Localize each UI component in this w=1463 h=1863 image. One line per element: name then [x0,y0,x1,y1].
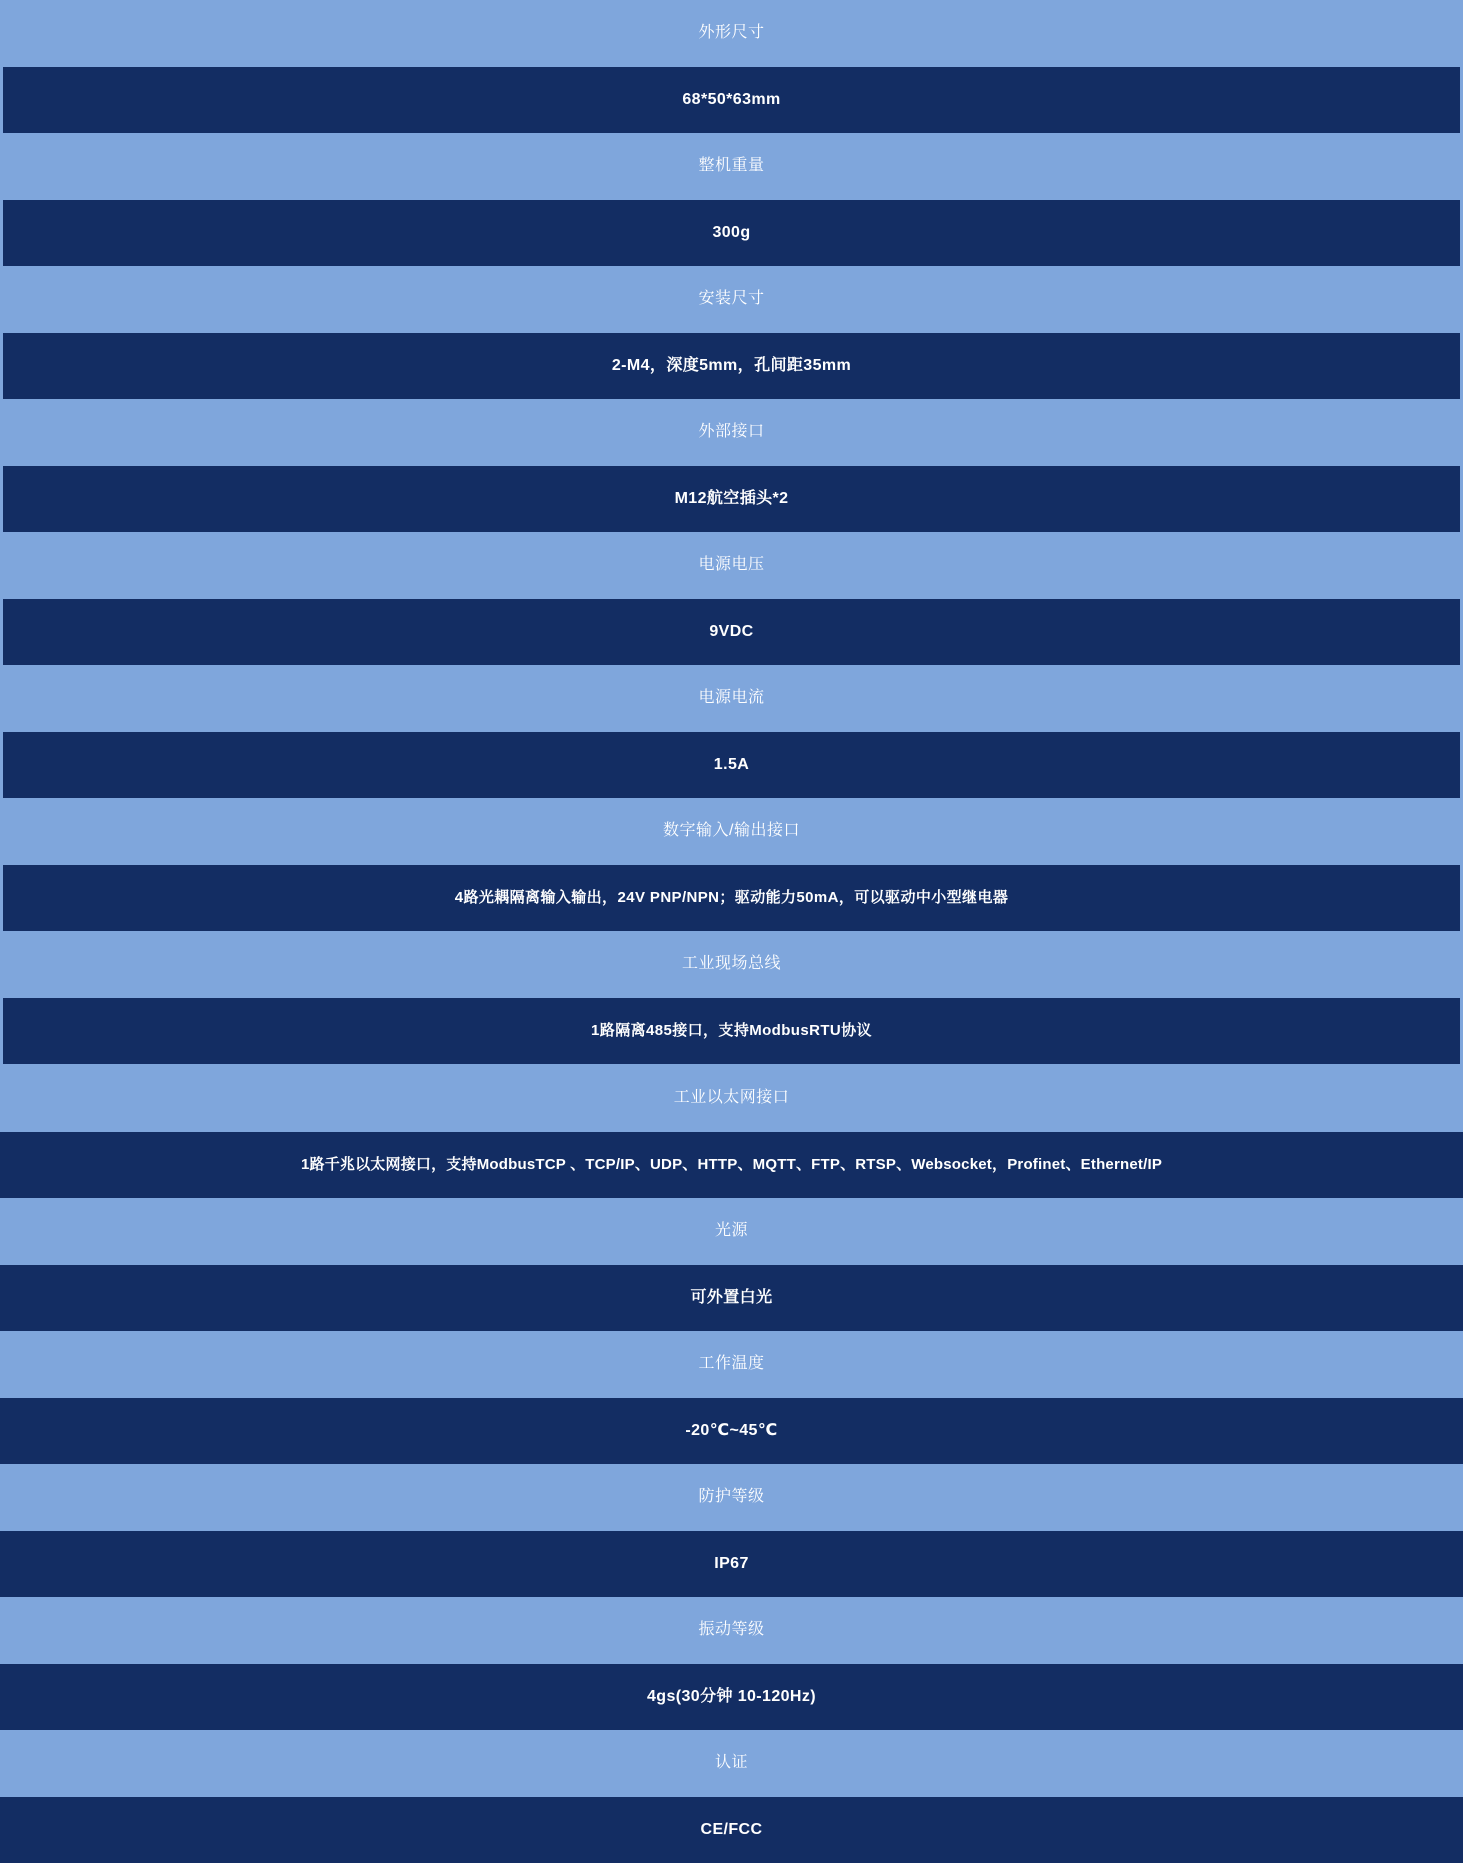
spec-label-row [0,266,1463,333]
spec-label: 电源电流 [698,689,765,707]
spec-label-row [0,0,1463,67]
spec-value: -20℃~45℃ [685,1421,778,1439]
spec-label-row [0,1198,1463,1265]
spec-value-row [0,865,1463,931]
spec-label-row [0,532,1463,599]
spec-value-row [0,333,1463,399]
spec-label-row [0,665,1463,732]
spec-label: 电源电压 [698,556,765,574]
spec-value-row [0,1797,1463,1863]
spec-pair [0,1597,1463,1730]
spec-pair [0,665,1463,798]
spec-label: 整机重量 [698,157,765,175]
spec-value: 9VDC [709,622,754,640]
spec-pair [0,1730,1463,1863]
spec-value-inner [0,755,1463,776]
spec-label: 外形尺寸 [698,24,765,42]
spec-label: 工业现场总线 [681,955,781,973]
spec-value-inner [0,356,1463,377]
spec-label-row [0,133,1463,200]
spec-label: 外部接口 [698,423,765,441]
spec-value: 4gs(30分钟 10-120Hz) [646,1687,817,1705]
spec-value-row [0,998,1463,1064]
spec-value: 1路千兆以太网接口，支持ModbusTCP 、TCP/IP、UDP、HTTP、MQTT、FTP、RTSP、Websocket，Profinet、Ethernet/IP [300,1156,1163,1174]
spec-label: 认证 [714,1754,748,1772]
spec-label-row [0,1064,1463,1132]
spec-value-row [0,732,1463,798]
spec-pair [0,532,1463,665]
spec-pair [0,1331,1463,1464]
spec-label-row [0,1464,1463,1531]
spec-value-inner [0,1288,1463,1309]
spec-value-row [0,67,1463,133]
spec-value: 1.5A [713,755,750,773]
spec-value-row [0,200,1463,266]
spec-value-row [0,1265,1463,1331]
spec-value-inner [0,1687,1463,1708]
spec-value-row [0,1132,1463,1198]
spec-label-row [0,798,1463,865]
spec-label-row [0,1597,1463,1664]
spec-value-inner [0,1820,1463,1841]
spec-value-row [0,466,1463,532]
spec-pair [0,931,1463,1064]
spec-value-row [0,1664,1463,1730]
spec-value: 300g [712,223,751,241]
spec-value-inner [0,223,1463,244]
spec-label-row [0,1730,1463,1797]
spec-value: M12航空插头*2 [674,489,789,507]
spec-value: CE/FCC [700,1820,763,1838]
spec-value: 1路隔离485接口，支持ModbusRTU协议 [591,1022,872,1040]
spec-pair [0,1064,1463,1198]
spec-label-row [0,399,1463,466]
spec-label: 数字输入/输出接口 [663,822,800,840]
spec-label: 安装尺寸 [698,290,765,308]
spec-value-inner [0,489,1463,510]
spec-value: 68*50*63mm [682,90,781,108]
spec-label-row [0,1331,1463,1398]
spec-label: 振动等级 [698,1621,765,1639]
spec-value-inner [0,90,1463,111]
spec-value-row [0,599,1463,665]
spec-label: 工作温度 [698,1355,765,1373]
spec-value-inner [0,622,1463,643]
spec-label: 防护等级 [698,1488,765,1506]
spec-pair [0,798,1463,931]
spec-value: 4路光耦隔离输入输出，24V PNP/NPN；驱动能力50mA，可以驱动中小型继电器 [454,889,1009,907]
spec-pair [0,1464,1463,1597]
spec-value-inner [0,1155,1463,1175]
spec-value-row [0,1531,1463,1597]
spec-pair [0,0,1463,133]
spec-value-inner [0,1421,1463,1442]
spec-pair [0,399,1463,532]
spec-value: 2-M4，深度5mm，孔间距35mm [611,356,852,374]
spec-label: 光源 [714,1222,748,1240]
spec-value-inner [0,888,1463,908]
spec-label: 工业以太网接口 [673,1088,790,1106]
spec-value-inner [0,1554,1463,1575]
spec-value-row [0,1398,1463,1464]
spec-pair [0,266,1463,399]
spec-pair [0,1198,1463,1331]
spec-value: IP67 [714,1554,749,1572]
spec-value-inner [0,1021,1463,1041]
spec-value: 可外置白光 [690,1288,773,1306]
spec-pair [0,133,1463,266]
spec-label-row [0,931,1463,998]
